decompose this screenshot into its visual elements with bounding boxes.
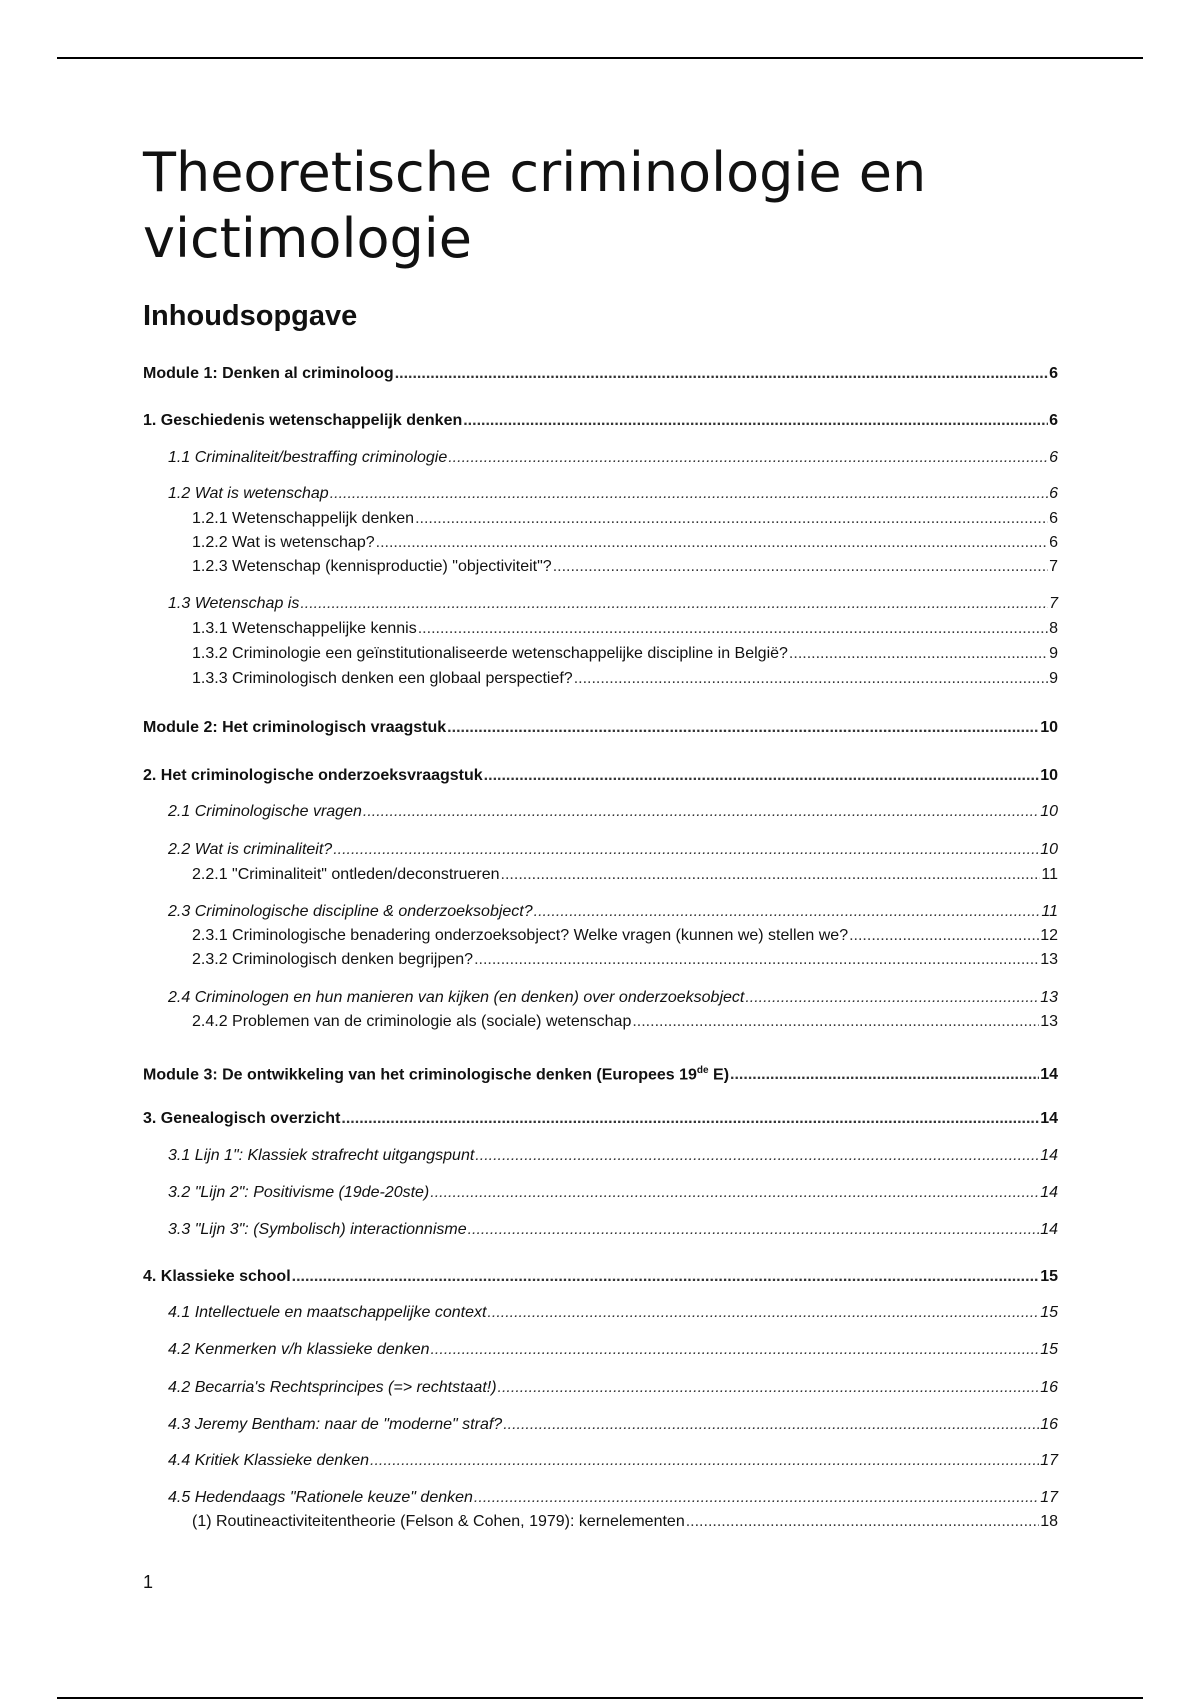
- toc-entry-title: 4.3 Jeremy Bentham: naar de "moderne" straf?: [168, 1416, 503, 1433]
- toc-dot-leader: [849, 925, 1039, 947]
- toc-entry-title: Module 3: De ontwikkeling van het criminologische denken (Europees 19: [143, 1066, 697, 1084]
- toc-entry[interactable]: [143, 1266, 1058, 1288]
- toc-entry-title: 4.4 Kritiek Klassieke denken: [168, 1452, 369, 1469]
- toc-entry[interactable]: [143, 864, 1058, 886]
- toc-entry[interactable]: [143, 1414, 1058, 1436]
- toc-dot-leader: [333, 839, 1039, 861]
- toc-entry-title: 2.3.2 Criminologisch denken begrijpen?: [192, 951, 474, 968]
- toc-entry-page: 6: [1049, 412, 1058, 429]
- toc-entry-page: 13: [1040, 989, 1058, 1006]
- toc-dot-leader: [534, 901, 1041, 923]
- toc-entry-page: 6: [1049, 485, 1058, 502]
- toc-entry-title: 4. Klassieke school: [143, 1268, 291, 1285]
- toc-entry[interactable]: [143, 508, 1058, 530]
- toc-dot-leader: [463, 410, 1048, 432]
- toc-entry-page: 6: [1049, 510, 1058, 527]
- toc-entry[interactable]: [143, 1182, 1058, 1204]
- toc-entry-title: 1.3.2 Criminologie een geïnstitutionaliseerde wetenschappelijke discipline in België?: [192, 645, 788, 662]
- footer-rule: [57, 1697, 1143, 1699]
- toc-entry-page: 8: [1049, 620, 1058, 637]
- toc-entry-title: 2.3 Criminologische discipline & onderzoeksobject?: [168, 903, 533, 920]
- toc-entry-title-suffix: E): [708, 1066, 730, 1084]
- toc-entry[interactable]: [143, 1450, 1058, 1472]
- toc-entry-page: 6: [1049, 449, 1058, 466]
- toc-entry-page: 17: [1040, 1489, 1058, 1506]
- toc-entry-page: 6: [1049, 534, 1058, 551]
- toc-dot-leader: [447, 717, 1039, 739]
- toc-entry-title: 3.1 Lijn 1": Klassiek strafrecht uitgangspunt: [168, 1147, 475, 1164]
- toc-entry[interactable]: [143, 765, 1058, 787]
- toc-dot-leader: [487, 1302, 1039, 1324]
- toc-entry-page: 14: [1040, 1184, 1058, 1201]
- toc-entry-page: 15: [1040, 1341, 1058, 1358]
- toc-entry-page: 13: [1040, 1013, 1058, 1030]
- toc-entry-title: 2.3.1 Criminologische benadering onderzoeksobject? Welke vragen (kunnen we) stellen we?: [192, 927, 849, 944]
- toc-dot-leader: [503, 1414, 1039, 1436]
- toc-entry[interactable]: [143, 410, 1058, 432]
- toc-entry-title: 2. Het criminologische onderzoeksvraagstuk: [143, 767, 483, 784]
- toc-dot-leader: [553, 556, 1048, 578]
- toc-dot-leader: [468, 1219, 1040, 1241]
- toc-dot-leader: [498, 1377, 1040, 1399]
- toc-entry-page: 17: [1040, 1452, 1058, 1469]
- toc-dot-leader: [730, 1064, 1039, 1086]
- toc-entry-title: 2.2 Wat is criminaliteit?: [168, 841, 333, 858]
- toc-dot-leader: [474, 949, 1039, 971]
- toc-dot-leader: [300, 593, 1048, 615]
- toc-entry-page: 7: [1049, 558, 1058, 575]
- toc-entry[interactable]: [143, 839, 1058, 861]
- toc-entry[interactable]: [143, 1060, 1058, 1086]
- toc-entry[interactable]: [143, 556, 1058, 578]
- toc-entry-title: 1.3.1 Wetenschappelijke kennis: [192, 620, 417, 637]
- toc-entry[interactable]: [143, 1145, 1058, 1167]
- toc-entry-title: 1.2.2 Wat is wetenschap?: [192, 534, 375, 551]
- toc-entry[interactable]: [143, 1219, 1058, 1241]
- toc-entry-page: 15: [1040, 1304, 1058, 1321]
- toc-dot-leader: [789, 643, 1048, 665]
- toc-entry-title: 4.2 Becarria's Rechtsprincipes (=> rechtstaat!): [168, 1379, 497, 1396]
- toc-dot-leader: [484, 765, 1040, 787]
- toc-entry-title: 1.3.3 Criminologisch denken een globaal perspectief?: [192, 670, 573, 687]
- toc-entry-title: 2.2.1 "Criminaliteit" ontleden/deconstrueren: [192, 866, 500, 883]
- toc-entry[interactable]: [143, 1377, 1058, 1399]
- toc-entry-page: 16: [1040, 1416, 1058, 1433]
- toc-entry-page: 18: [1040, 1513, 1058, 1530]
- toc-dot-leader: [370, 1450, 1039, 1472]
- toc-entry[interactable]: [143, 925, 1058, 947]
- toc-entry-page: 10: [1040, 841, 1058, 858]
- toc-entry-page: 7: [1049, 595, 1058, 612]
- toc-entry-title: 1.3 Wetenschap is: [168, 595, 300, 612]
- toc-entry-title: 3. Genealogisch overzicht: [143, 1110, 341, 1127]
- toc-entry-page: 14: [1040, 1221, 1058, 1238]
- toc-entry[interactable]: [143, 1302, 1058, 1324]
- toc-entry-page: 10: [1040, 803, 1058, 820]
- header-rule: [57, 57, 1143, 59]
- toc-entry-title: 3.3 "Lijn 3": (Symbolisch) interactionnisme: [168, 1221, 467, 1238]
- toc-entry[interactable]: [143, 949, 1058, 971]
- toc-dot-leader: [395, 363, 1048, 385]
- toc-dot-leader: [376, 532, 1048, 554]
- toc-entry[interactable]: [143, 618, 1058, 640]
- toc-entry[interactable]: [143, 483, 1058, 505]
- toc-dot-leader: [475, 1145, 1039, 1167]
- toc-entry-page: 14: [1040, 1147, 1058, 1164]
- toc-entry[interactable]: [143, 1011, 1058, 1033]
- toc-entry-page: 14: [1040, 1110, 1058, 1127]
- toc-entry[interactable]: [143, 1108, 1058, 1130]
- toc-entry-page: 12: [1040, 927, 1058, 944]
- toc-dot-leader: [632, 1011, 1039, 1033]
- toc-dot-leader: [292, 1266, 1040, 1288]
- toc-entry[interactable]: [143, 987, 1058, 1009]
- toc-dot-leader: [686, 1511, 1039, 1533]
- toc-heading: Inhoudsopgave: [143, 300, 358, 332]
- toc-entry-title: Module 2: Het criminologisch vraagstuk: [143, 719, 447, 736]
- toc-entry-title: 1.2 Wat is wetenschap: [168, 485, 329, 502]
- toc-entry-superscript: de: [696, 1065, 709, 1076]
- toc-entry-title: 4.2 Kenmerken v/h klassieke denken: [168, 1341, 430, 1358]
- toc-entry-title-group: [143, 1060, 729, 1086]
- toc-entry-page: 16: [1040, 1379, 1058, 1396]
- toc-dot-leader: [501, 864, 1041, 886]
- toc-dot-leader: [448, 447, 1048, 469]
- toc-entry-title: 1.1 Criminaliteit/bestraffing criminologie: [168, 449, 448, 466]
- toc-dot-leader: [418, 618, 1048, 640]
- toc-entry[interactable]: [143, 668, 1058, 690]
- toc-entry-title: 1.2.3 Wetenschap (kennisproductie) "objectiviteit"?: [192, 558, 552, 575]
- toc-entry-title: 2.1 Criminologische vragen: [168, 803, 362, 820]
- toc-dot-leader: [430, 1182, 1039, 1204]
- toc-entry-title: 1. Geschiedenis wetenschappelijk denken: [143, 412, 463, 429]
- toc-dot-leader: [574, 668, 1048, 690]
- toc-entry[interactable]: [143, 1511, 1058, 1533]
- toc-dot-leader: [430, 1339, 1039, 1361]
- toc-entry-page: 9: [1049, 670, 1058, 687]
- toc-dot-leader: [745, 987, 1039, 1009]
- toc-entry-title: 4.5 Hedendaags "Rationele keuze" denken: [168, 1489, 473, 1506]
- toc-entry-title: Module 1: Denken al criminoloog: [143, 365, 394, 382]
- toc-entry-page: 13: [1040, 951, 1058, 968]
- toc-entry-page: 10: [1040, 719, 1058, 736]
- toc-entry[interactable]: [143, 643, 1058, 665]
- page-number: 1: [143, 1572, 154, 1592]
- toc-entry-title: 3.2 "Lijn 2": Positivisme (19de-20ste): [168, 1184, 430, 1201]
- document-title: Theoretische criminologie en victimologie: [143, 141, 927, 270]
- toc-entry-page: 11: [1041, 866, 1058, 883]
- toc-entry-title: 2.4.2 Problemen van de criminologie als (sociale) wetenschap: [192, 1013, 632, 1030]
- toc-dot-leader: [415, 508, 1048, 530]
- toc-dot-leader: [474, 1487, 1039, 1509]
- toc-entry-page: 14: [1040, 1066, 1058, 1084]
- toc-entry[interactable]: [143, 1487, 1058, 1509]
- toc-entry-title: 4.1 Intellectuele en maatschappelijke context: [168, 1304, 487, 1321]
- toc-entry-page: 15: [1040, 1268, 1058, 1285]
- toc-entry[interactable]: [143, 801, 1058, 823]
- toc-entry-page: 9: [1049, 645, 1058, 662]
- toc-entry[interactable]: [143, 901, 1058, 923]
- toc-entry-title: (1) Routineactiviteitentheorie (Felson & Cohen, 1979): kernelementen: [192, 1513, 685, 1530]
- toc-entry-page: 10: [1040, 767, 1058, 784]
- toc-entry[interactable]: [143, 1339, 1058, 1361]
- toc-entry-title: 2.4 Criminologen en hun manieren van kijken (en denken) over onderzoeksobject: [168, 989, 745, 1006]
- toc-entry[interactable]: [143, 447, 1058, 469]
- toc-entry[interactable]: [143, 593, 1058, 615]
- toc-entry[interactable]: [143, 532, 1058, 554]
- toc-dot-leader: [341, 1108, 1039, 1130]
- toc-entry[interactable]: [143, 363, 1058, 385]
- toc-dot-leader: [363, 801, 1039, 823]
- toc-entry-page: 11: [1041, 903, 1058, 920]
- toc-entry-page: 6: [1049, 365, 1058, 382]
- toc-entry-title: 1.2.1 Wetenschappelijk denken: [192, 510, 415, 527]
- toc-dot-leader: [330, 483, 1048, 505]
- toc-entry[interactable]: [143, 717, 1058, 739]
